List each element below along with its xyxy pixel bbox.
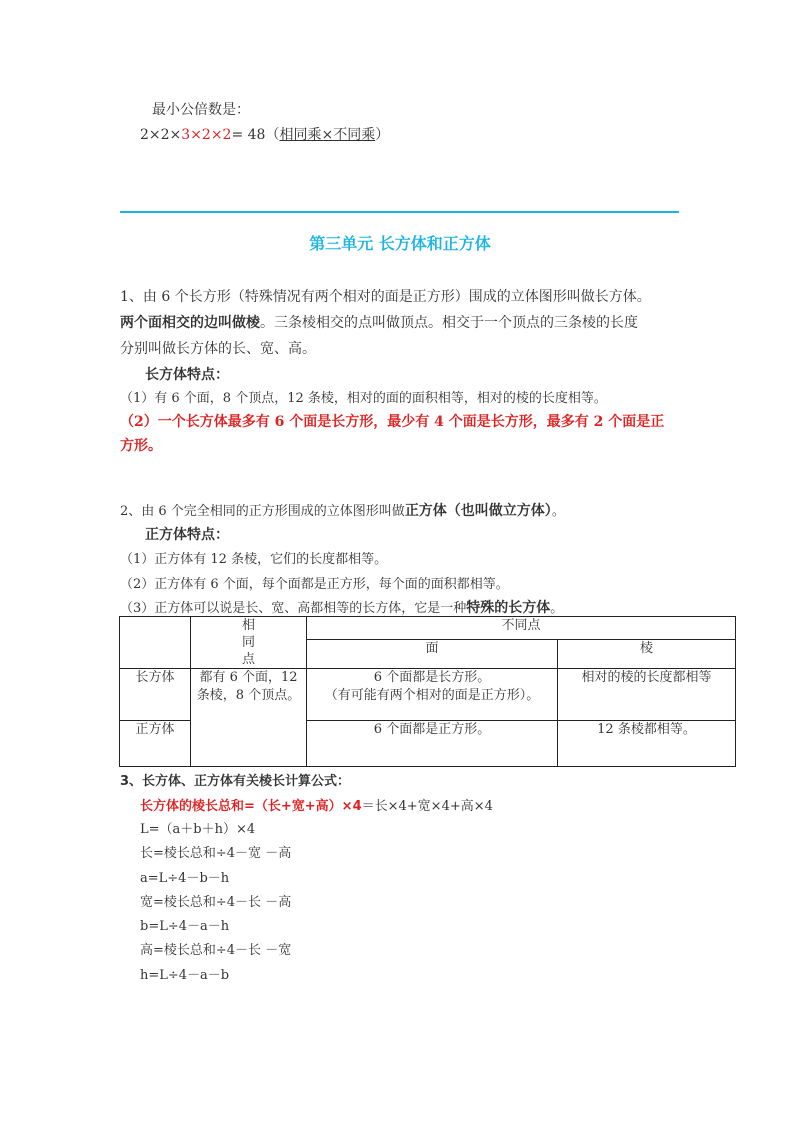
formula-note: 相同乘×不同乘 — [279, 127, 376, 143]
cube-face-cell: 6 个面都是正方形。 — [307, 721, 558, 767]
corner-cell — [120, 617, 191, 669]
edge-sum-formula-rest: ＝长×4+宽×4+高×4 — [361, 799, 493, 814]
cube-features-label: 正方体特点： — [145, 527, 229, 543]
cuboid-feature-1: （1）有 6 个面，8 个顶点，12 条棱，相对的面的面积相等，相对的棱的长度相等。 — [120, 391, 607, 406]
lcm-label: 最小公倍数是： — [152, 102, 250, 118]
table-header-row — [120, 617, 736, 640]
cuboid-feature-2 — [120, 410, 664, 458]
lcm-formula — [140, 124, 389, 144]
section-divider — [120, 211, 679, 213]
formula-list — [140, 818, 291, 988]
formula-line: 宽=棱长总和÷4－长 －高 — [140, 894, 292, 910]
formula-red-part: 3×2×2 — [181, 127, 232, 143]
diff-header: 不同点 — [307, 617, 736, 640]
formula-line: 长=棱长总和÷4－宽 －高 — [140, 846, 292, 862]
formula-section-title: 3、长方体、正方体有关棱长计算公式： — [120, 774, 351, 789]
cube-feature-3-end: 。 — [550, 601, 564, 616]
cube-feature-2: （2）正方体有 6 个面，每个面都是正方形，每个面的面积都相等。 — [120, 577, 509, 592]
formula-suffix: = 48（ — [231, 127, 280, 143]
table-row — [120, 669, 736, 721]
section-1 — [120, 284, 680, 362]
cuboid-face-cell — [307, 669, 558, 721]
s1-line2-rest: 。三条棱相交的点叫做顶点。相交于一个顶点的三条棱的长度 — [260, 315, 638, 331]
row-label-cube: 正方体 — [120, 721, 191, 767]
edge-sum-formula-red: 长方体的棱长总和=（长+宽+高）×4 — [140, 799, 362, 814]
s1-line1: 1、由 6 个长方形（特殊情况有两个相对的面是正方形）围成的立体图形叫做长方体。 — [120, 289, 651, 305]
same-header — [191, 617, 307, 669]
same-header-label: 相同点 — [241, 618, 255, 667]
s2-line1-pre: 2、由 6 个完全相同的正方形围成的立体图形叫做 — [120, 504, 405, 519]
cube-feature-3-pre: （3）正方体可以说是长、宽、高都相等的长方体，它是一种 — [120, 601, 467, 616]
cuboid-feature-2-line2: 方形。 — [120, 438, 162, 454]
formula-line: L=（a＋b＋h）×4 — [140, 822, 256, 837]
s2-line1-end: 。 — [551, 504, 565, 519]
same-cell-text: 都有 6 个面，12 条棱，8 个顶点。 — [196, 670, 301, 703]
cube-feature-1: （1）正方体有 12 条棱，它们的长度都相等。 — [120, 552, 388, 567]
unit-title: 第三单元 长方体和正方体 — [309, 234, 491, 253]
s2-line1 — [120, 500, 565, 520]
cube-definition: 正方体（也叫做立方体） — [404, 503, 552, 519]
same-cell — [191, 669, 307, 767]
face-header: 面 — [307, 639, 558, 668]
s1-line3: 分别叫做长方体的长、宽、高。 — [120, 341, 316, 357]
cuboid-face-line2: （有可能有两个相对的面是正方形）。 — [324, 688, 540, 703]
cuboid-feature-2-line1: （2）一个长方体最多有 6 个面是长方形，最少有 4 个面是长方形，最多有 2 个面是正 — [120, 414, 665, 430]
formula-line: 高=棱长总和÷4－长 －宽 — [140, 943, 292, 959]
edge-sum-formula — [140, 795, 493, 814]
formula-line: h=L÷4－a－b — [140, 967, 230, 983]
formula-prefix: 2×2× — [140, 127, 182, 143]
s1-line2 — [120, 310, 680, 336]
formula-line: a=L÷4－b－h — [140, 870, 230, 886]
cuboid-features-label: 长方体特点： — [145, 367, 229, 383]
cube-edge-cell: 12 条棱都相等。 — [558, 721, 736, 767]
formula-line: b=L÷4－a－h — [140, 919, 230, 935]
s1-edge-def: 两个面相交的边叫做棱 — [120, 315, 260, 331]
row-label-cuboid: 长方体 — [120, 669, 191, 721]
cuboid-face-line1: 6 个面都是长方形。 — [373, 670, 491, 685]
special-cuboid: 特殊的长方体 — [466, 600, 551, 616]
cuboid-edge-cell: 相对的棱的长度都相等 — [558, 669, 736, 721]
comparison-table — [119, 616, 736, 767]
cube-feature-3 — [120, 597, 563, 617]
edge-header: 棱 — [558, 639, 736, 668]
formula-close: ） — [375, 127, 390, 143]
